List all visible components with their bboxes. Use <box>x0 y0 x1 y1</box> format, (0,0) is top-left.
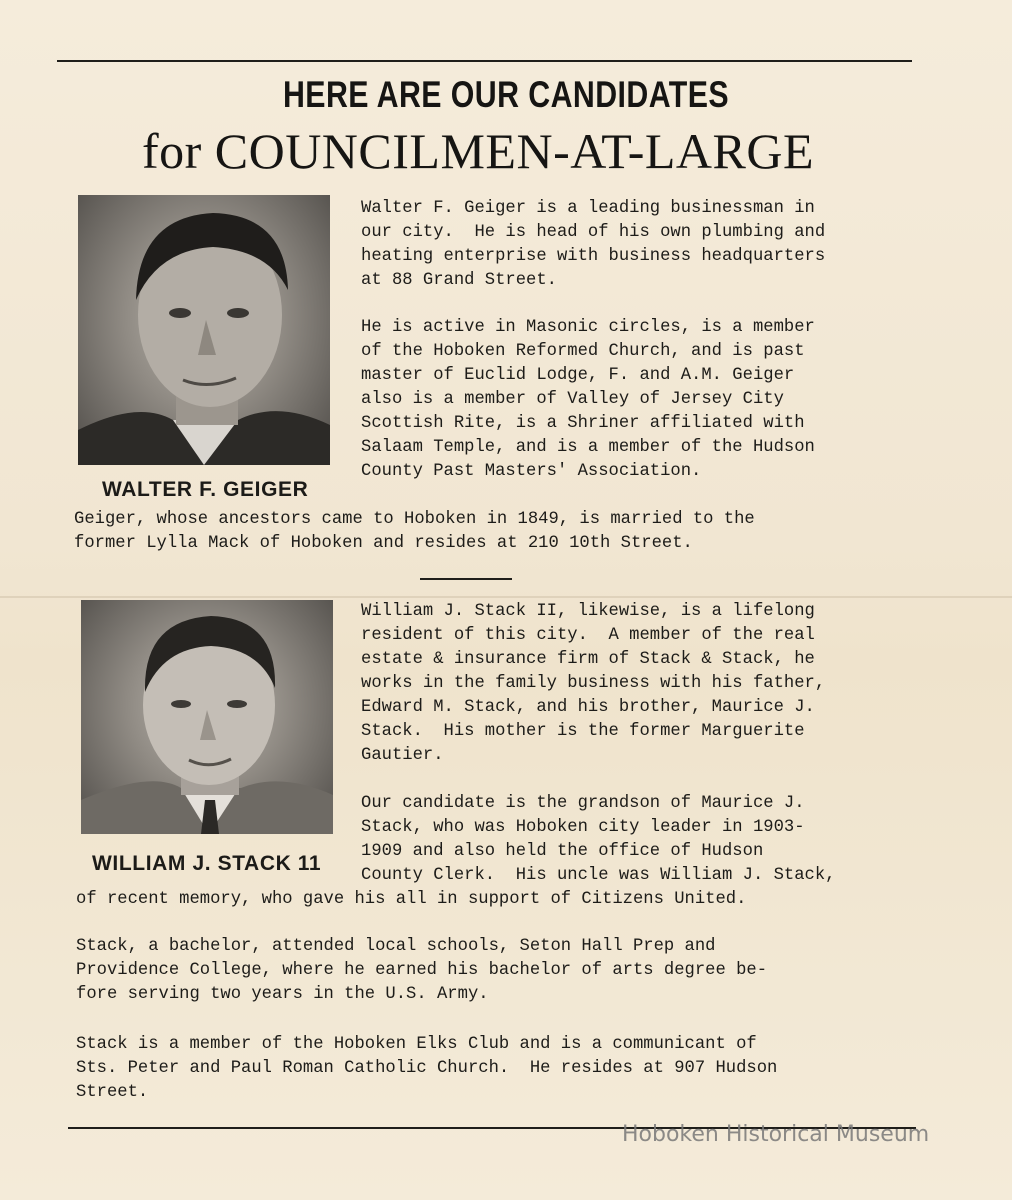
geiger-paragraph-1: Walter F. Geiger is a leading businessman in our city. He is head of his own plumbing and heating enterprise with business headquarters at 88 Grand Street. <box>361 199 826 290</box>
museum-watermark: Hoboken Historical Museum <box>622 1122 930 1147</box>
candidate-caption-stack: WILLIAM J. STACK 11 <box>92 852 322 875</box>
headline-line-1: HERE ARE OUR CANDIDATES <box>282 74 730 115</box>
geiger-paragraph-3: Geiger, whose ancestors came to Hoboken in 1849, is married to the former Lylla Mack of Hoboken and resides at 210 10th Street. <box>74 510 755 553</box>
stack-portrait-photo <box>81 600 333 834</box>
top-rule <box>57 60 912 62</box>
stack-paragraph-3: Stack, a bachelor, attended local schools, Seton Hall Prep and Providence College, where he earned his bachelor of arts degree be- fore serving two years in the U.S. Army. <box>76 937 768 1004</box>
headline-line-2: for COUNCILMEN-AT-LARGE <box>141 123 815 179</box>
candidate-caption-geiger: WALTER F. GEIGER <box>102 478 309 501</box>
portrait-icon <box>78 195 330 465</box>
geiger-portrait-photo <box>78 195 330 465</box>
section-divider <box>420 578 512 580</box>
portrait-icon <box>81 600 333 834</box>
geiger-paragraph-2: He is active in Masonic circles, is a member of the Hoboken Reformed Church, and is past master of Euclid Lodge, F. and A.M. Geiger also is a member of Valley of Jersey City Scottish Rite, is a Shriner affiliated with Salaam Temple, and is a member of the Hudson County Past Masters' Association. <box>361 318 815 481</box>
stack-paragraph-1: William J. Stack II, likewise, is a lifelong resident of this city. A member of the real estate & insurance firm of Stack & Stack, he works in the family business with his father, Edward M. Stack, and his brother, Maurice J. Stack. His mother is the former Marguerite Gautier. <box>361 602 826 765</box>
page-fold-line <box>0 596 1012 598</box>
stack-paragraph-2: Our candidate is the grandson of Maurice J. Stack, who was Hoboken city leader in 1903- 1909 and also held the office of Hudson County Clerk. His uncle was William J. Stack, <box>361 794 836 885</box>
stack-paragraph-2-continued: of recent memory, who gave his all in support of Citizens United. <box>76 890 747 909</box>
stack-paragraph-4: Stack is a member of the Hoboken Elks Club and is a communicant of Sts. Peter and Paul Roman Catholic Church. He resides at 907 Hudson Street. <box>76 1035 778 1102</box>
